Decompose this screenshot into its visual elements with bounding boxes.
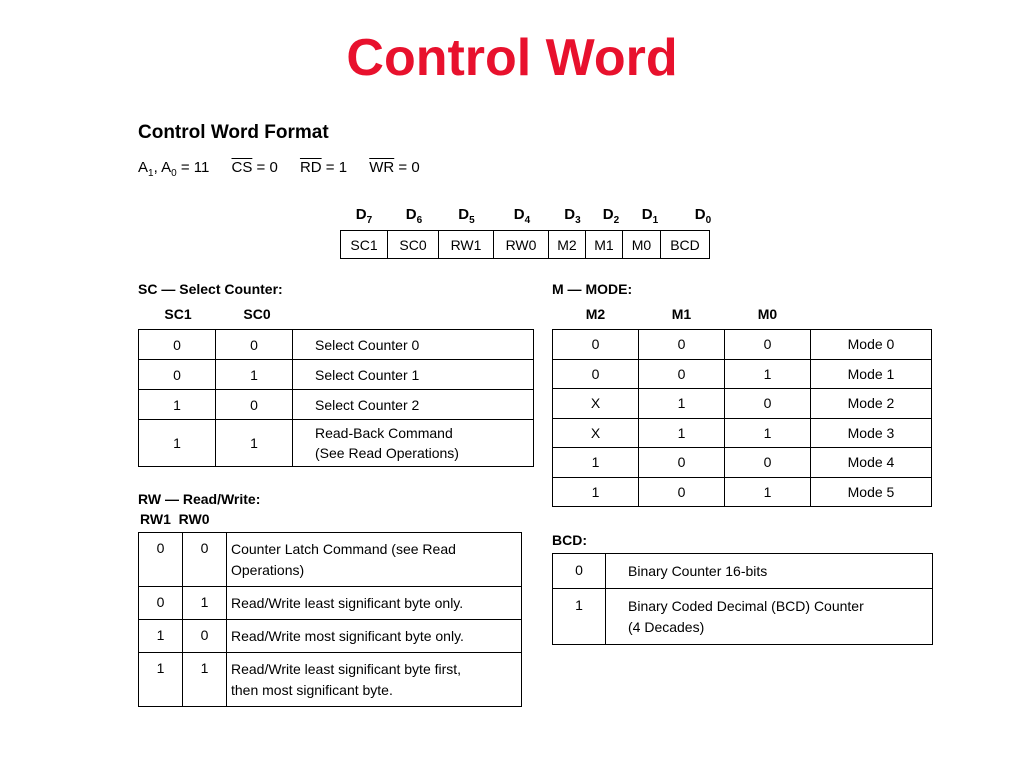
sc0-cell: 1: [216, 420, 293, 467]
bit-letter: D: [564, 206, 576, 223]
bit-sub: 4: [524, 215, 531, 226]
mode-name-cell: Mode 3: [811, 418, 932, 448]
table-row: [139, 620, 522, 653]
bit-letter: D: [513, 206, 525, 223]
bit-header-d1: [632, 206, 668, 226]
rw0-cell: 1: [183, 587, 227, 620]
description-cell: Read/Write most significant byte only.: [227, 620, 522, 653]
bcd-value-cell: 1: [553, 589, 606, 645]
sc0-cell: 0: [216, 390, 293, 420]
slide-title: Control Word: [346, 29, 678, 87]
description-line: Binary Coded Decimal (BCD) Counter: [628, 598, 864, 614]
sc1-column-header: SC1: [164, 306, 192, 322]
m1-column-header: M1: [671, 306, 692, 322]
cs-value: = 0: [252, 159, 278, 176]
description-cell: Select Counter 2: [293, 390, 534, 420]
description-cell: [293, 420, 534, 467]
bit-header-d2: [593, 206, 629, 226]
rw0-cell: 1: [183, 653, 227, 707]
wr-signal: [369, 159, 419, 176]
m0-cell: 0: [725, 330, 811, 360]
description-cell: [606, 589, 933, 645]
sc-heading: SC — Select Counter:: [138, 281, 283, 297]
mode-heading: M — MODE:: [552, 281, 633, 297]
table-row: [553, 448, 932, 478]
mode-name-cell: Mode 5: [811, 477, 932, 507]
bit-letter: D: [458, 206, 470, 223]
m0-column-header: M0: [757, 306, 778, 322]
rw1-cell: 0: [139, 587, 183, 620]
rw1-cell: 1: [139, 653, 183, 707]
a-sub-1: 1: [148, 168, 154, 179]
a-label-2: , A: [153, 159, 172, 176]
bit-sub: 7: [366, 215, 373, 226]
m0-cell: 1: [725, 418, 811, 448]
bit-letter: D: [602, 206, 614, 223]
table-row: [553, 389, 932, 419]
m2-cell: 0: [553, 330, 639, 360]
rw-column-headers: RW1 RW0: [140, 511, 210, 527]
bit-header-d7: [344, 206, 384, 226]
bit-header-d5: [443, 206, 490, 226]
bit-cell-sc1: SC1: [341, 231, 388, 259]
bit-letter: D: [641, 206, 653, 223]
table-row: [553, 330, 932, 360]
sc1-cell: 1: [139, 420, 216, 467]
table-row: [139, 533, 522, 587]
m2-column-header: M2: [585, 306, 606, 322]
bit-header-d3: [554, 206, 591, 226]
wr-name: $\overline{WR}$: [369, 159, 395, 176]
bit-cell-rw0: RW0: [494, 231, 549, 259]
rw1-cell: 0: [139, 533, 183, 587]
m0-cell: 0: [725, 448, 811, 478]
m1-cell: 0: [639, 477, 725, 507]
mode-name-cell: Mode 4: [811, 448, 932, 478]
mode-name-cell: Mode 1: [811, 359, 932, 389]
table-row: [553, 477, 932, 507]
a-sub-0: 0: [171, 168, 177, 179]
bit-sub: 0: [705, 215, 712, 226]
bcd-heading: BCD:: [552, 532, 587, 548]
sc0-cell: 1: [216, 360, 293, 390]
m2-cell: X: [553, 389, 639, 419]
bit-cell-rw1: RW1: [439, 231, 494, 259]
table-row: [139, 420, 534, 467]
bit-cell-m1: M1: [586, 231, 623, 259]
rw1-cell: 1: [139, 620, 183, 653]
table-row: [139, 390, 534, 420]
bit-sub: 1: [652, 215, 659, 226]
bit-letter: D: [694, 206, 706, 223]
description-cell: Select Counter 1: [293, 360, 534, 390]
bit-cell-m2: M2: [549, 231, 586, 259]
table-row: [553, 589, 933, 645]
bit-letter: D: [355, 206, 367, 223]
sc0-column-header: SC0: [243, 306, 271, 322]
m2-cell: 0: [553, 359, 639, 389]
address-signal: [138, 159, 210, 179]
bit-layout-row: [341, 231, 710, 259]
sc1-cell: 0: [139, 360, 216, 390]
bcd-table: [552, 553, 933, 645]
address-value: = 11: [176, 159, 210, 176]
rd-value: = 1: [321, 159, 348, 176]
select-counter-table: [138, 329, 534, 467]
bit-cell-bcd: BCD: [661, 231, 710, 259]
description-line: Counter Latch Command (see Read: [231, 541, 456, 557]
m1-cell: 1: [639, 389, 725, 419]
mode-name-cell: Mode 2: [811, 389, 932, 419]
m1-cell: 0: [639, 359, 725, 389]
cs-name: $\overline{CS}$: [231, 159, 253, 176]
m2-cell: 1: [553, 448, 639, 478]
description-cell: [227, 653, 522, 707]
bit-header-d6: [391, 206, 437, 226]
bit-header-d4: [497, 206, 547, 226]
format-heading: Control Word Format: [138, 122, 329, 143]
rw0-cell: 0: [183, 620, 227, 653]
a-label-1: A: [138, 159, 149, 176]
cs-signal: [232, 159, 278, 176]
read-write-table: [138, 532, 522, 707]
description-line: then most significant byte.: [231, 682, 393, 698]
description-cell: Read/Write least significant byte only.: [227, 587, 522, 620]
signal-levels: [138, 159, 438, 179]
table-row: [139, 330, 534, 360]
bit-sub: 3: [575, 215, 581, 226]
sc1-cell: 1: [139, 390, 216, 420]
m0-cell: 1: [725, 359, 811, 389]
bit-sub: 2: [613, 215, 620, 226]
m2-cell: 1: [553, 477, 639, 507]
bit-sub: 5: [469, 215, 475, 226]
bit-letter: D: [405, 206, 417, 223]
bit-header-d0: [678, 206, 728, 226]
m2-cell: X: [553, 418, 639, 448]
description-line: Read/Write least significant byte first,: [231, 661, 462, 677]
bit-sub: 6: [416, 215, 423, 226]
wr-value: = 0: [394, 159, 420, 176]
bcd-value-cell: 0: [553, 554, 606, 589]
m1-cell: 0: [639, 330, 725, 360]
table-row: [139, 653, 522, 707]
bit-cell-sc0: SC0: [388, 231, 439, 259]
bit-cell-m0: M0: [623, 231, 661, 259]
description-line: (4 Decades): [628, 619, 705, 635]
description-cell: Select Counter 0: [293, 330, 534, 360]
description-cell: [227, 533, 522, 587]
m0-cell: 0: [725, 389, 811, 419]
rd-signal: [300, 159, 347, 176]
rd-name: $\overline{RD}$: [299, 159, 322, 176]
description-line: Read-Back Command: [315, 425, 453, 441]
description-cell: Binary Counter 16-bits: [606, 554, 933, 589]
bit-layout-table: [340, 230, 710, 259]
table-row: [139, 360, 534, 390]
mode-name-cell: Mode 0: [811, 330, 932, 360]
table-row: [553, 554, 933, 589]
mode-table: [552, 329, 932, 507]
m1-cell: 1: [639, 418, 725, 448]
sc1-cell: 0: [139, 330, 216, 360]
rw0-cell: 0: [183, 533, 227, 587]
m0-cell: 1: [725, 477, 811, 507]
description-line: Operations): [231, 562, 305, 578]
rw-heading: RW — Read/Write:: [138, 491, 261, 507]
table-row: [553, 418, 932, 448]
m1-cell: 0: [639, 448, 725, 478]
table-row: [553, 359, 932, 389]
description-line: (See Read Operations): [315, 445, 459, 461]
sc0-cell: 0: [216, 330, 293, 360]
table-row: [139, 587, 522, 620]
